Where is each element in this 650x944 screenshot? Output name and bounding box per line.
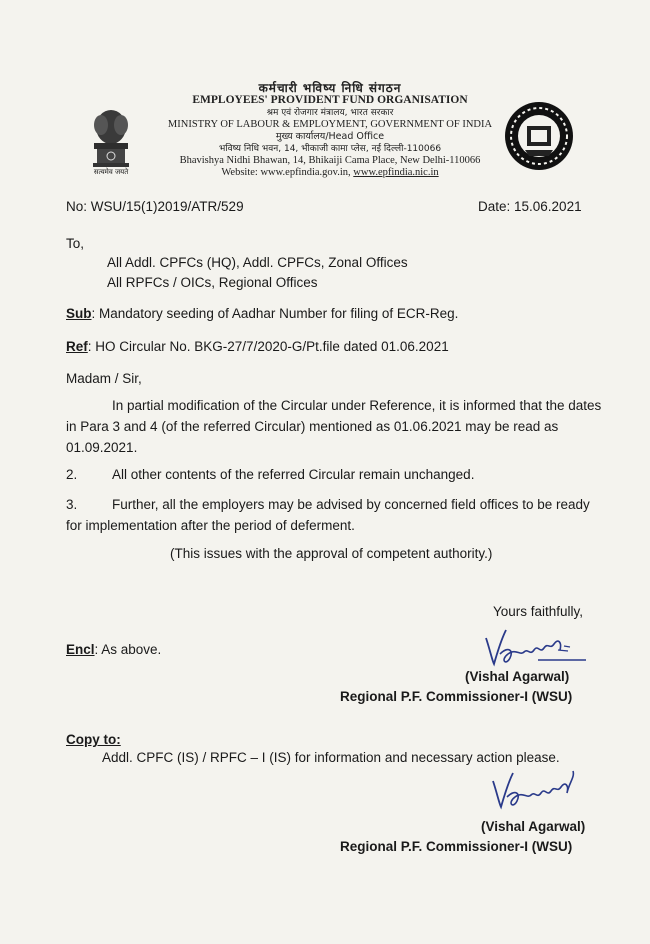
para1-line-3: 01.09.2021. (66, 440, 138, 455)
subject-line (66, 305, 458, 323)
org-name: EMPLOYEES' PROVIDENT FUND ORGANISATION (192, 94, 468, 106)
letterhead (150, 82, 510, 179)
signatory-name-2: (Vishal Agarwal) (481, 819, 586, 834)
para3-line-1: Further, all the employers may be advised by concerned field offices to be ready (112, 497, 590, 512)
enclosure-text: : As above. (94, 642, 162, 657)
signatory-designation-2: Regional P.F. Commissioner-I (WSU) (340, 839, 573, 854)
para3-line-2: for implementation after the period of deferment. (66, 518, 355, 533)
letter-date: Date: 15.06.2021 (478, 199, 582, 214)
signatory-name: (Vishal Agarwal) (465, 669, 570, 684)
emblem-motto: सत्यमेव जयते (93, 168, 129, 176)
approval-note: (This issues with the approval of competent authority.) (170, 546, 493, 561)
addressee-line-2: All RPFCs / OICs, Regional Offices (107, 275, 318, 290)
address: Bhavishya Nidhi Bhawan, 14, Bhikaiji Cama Place, New Delhi-110066 (179, 155, 481, 166)
subject-text: : Mandatory seeding of Aadhar Number for filing of ECR-Reg. (91, 306, 459, 321)
para1-line-1: In partial modification of the Circular under Reference, it is informed that the dates (112, 398, 602, 413)
head-office: मुख्य कार्यालय/Head Office (275, 131, 385, 142)
signature-image-2 (485, 763, 595, 818)
para1-line-2: in Para 3 and 4 (of the referred Circular) mentioned as 01.06.2021 may be read as (66, 419, 559, 434)
para3-number: 3. (66, 497, 78, 512)
salutation: Madam / Sir, (66, 371, 142, 386)
website-label: Website: www.epfindia.gov.in, (221, 167, 351, 178)
reference-number: No: WSU/15(1)2019/ATR/529 (66, 199, 244, 214)
website-link[interactable]: www.epfindia.nic.in (353, 167, 439, 178)
closing-text: Yours faithfully, (493, 604, 584, 619)
to-label: To, (66, 236, 85, 251)
signature-image (478, 620, 588, 675)
address-hindi: भविष्य निधि भवन, 14, भीकाजी कामा प्लेस, नई दिल्ली-110066 (218, 144, 442, 154)
reference-text: : HO Circular No. BKG-27/7/2020-G/Pt.file dated 01.06.2021 (87, 339, 449, 354)
copy-to-label: Copy to: (66, 732, 121, 747)
org-name-hindi: कर्मचारी भविष्य निधि संगठन (258, 81, 402, 95)
website-line (150, 167, 510, 179)
enclosure-line (66, 641, 161, 659)
reference-line (66, 338, 449, 356)
ministry-name: MINISTRY OF LABOUR & EMPLOYMENT, GOVERNMENT OF INDIA (167, 119, 493, 130)
epfo-logo-icon (503, 100, 575, 172)
para2-number: 2. (66, 467, 78, 482)
addressee-line-1: All Addl. CPFCs (HQ), Addl. CPFCs, Zonal Offices (107, 255, 408, 270)
copy-to-text: Addl. CPFC (IS) / RPFC – I (IS) for information and necessary action please. (102, 750, 560, 765)
reference-label: Ref (66, 339, 88, 354)
subject-label: Sub (66, 306, 92, 321)
signatory-designation: Regional P.F. Commissioner-I (WSU) (340, 689, 573, 704)
para2-text: All other contents of the referred Circular remain unchanged. (112, 467, 475, 482)
enclosure-label: Encl (66, 642, 95, 657)
ministry-hindi: श्रम एवं रोजगार मंत्रालय, भारत सरकार (266, 108, 394, 118)
